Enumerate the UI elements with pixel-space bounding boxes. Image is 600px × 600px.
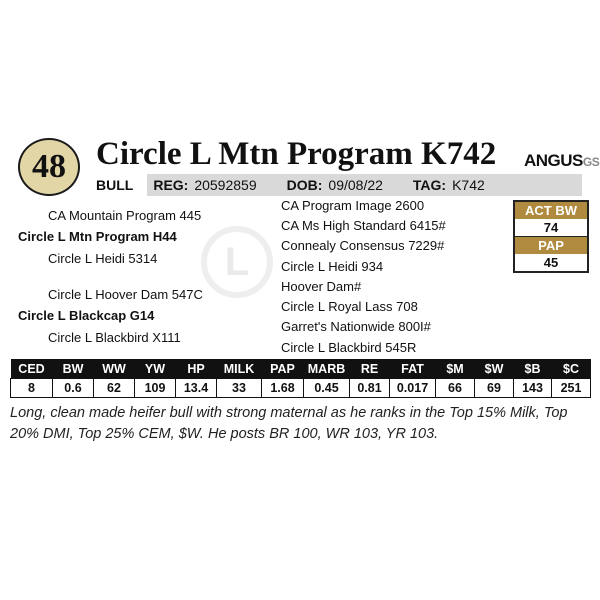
pedigree-sire: Circle L Mtn Program H44 [18, 229, 177, 244]
watermark-logo [201, 226, 273, 298]
epd-header: $M [436, 359, 475, 379]
epd-value: 0.6 [53, 379, 94, 398]
epd-header: WW [94, 359, 135, 379]
epd-value: 62 [94, 379, 135, 398]
pedigree-sire-sire: CA Mountain Program 445 [48, 208, 202, 223]
pedigree-dam: Circle L Blackcap G14 [18, 308, 155, 323]
sex: BULL [96, 177, 134, 193]
epd-value: 66 [436, 379, 475, 398]
epd-header: PAP [262, 359, 304, 379]
epd-header: $B [514, 359, 552, 379]
epd-header: $W [475, 359, 514, 379]
description: Long, clean made heifer bull with strong maternal as he ranks in the Top 15% Milk, Top 20% DMI, Top 25% CEM, $W. He posts BR 100, WR 103, YR 103. [10, 405, 568, 442]
angus-gs-logo [524, 151, 599, 171]
epd-value: 0.017 [390, 379, 436, 398]
epd-header: MILK [217, 359, 262, 379]
reg-value: 20592859 [194, 177, 257, 193]
epd-value: 251 [552, 379, 591, 398]
logo-suffix: GS [582, 155, 600, 169]
pap-value: 45 [543, 255, 559, 270]
dob-value: 09/08/22 [328, 177, 383, 193]
epd-header: FAT [390, 359, 436, 379]
epd-value: 13.4 [176, 379, 217, 398]
epd-header: $C [552, 359, 591, 379]
pedigree-right-7: Garret's Nationwide 800I# [281, 319, 431, 334]
pedigree-sire-dam: Circle L Heidi 5314 [48, 251, 158, 266]
epd-header: RE [350, 359, 390, 379]
pedigree-right-2: CA Ms High Standard 6415# [281, 218, 446, 233]
pedigree-right-5: Hoover Dam# [281, 279, 362, 294]
epd-value: 143 [514, 379, 552, 398]
epd-value: 8 [11, 379, 53, 398]
pedigree-dam-sire: Circle L Hoover Dam 547C [48, 287, 203, 302]
pedigree-right-8: Circle L Blackbird 545R [281, 340, 417, 355]
pedigree-right-3: Connealy Consensus 7229# [281, 238, 445, 253]
tag-label: TAG: [412, 177, 447, 193]
logo-main: ANGUS [524, 151, 583, 170]
epd-header: HP [176, 359, 217, 379]
epd-value: 33 [217, 379, 262, 398]
epd-value: 0.45 [304, 379, 350, 398]
epd-value-row [11, 379, 591, 398]
epd-header: BW [53, 359, 94, 379]
pedigree-right-1: CA Program Image 2600 [281, 198, 425, 213]
epd-header: YW [135, 359, 176, 379]
epd-table [10, 359, 591, 398]
lot-number-badge [18, 138, 80, 196]
pedigree-dam-dam: Circle L Blackbird X111 [48, 330, 181, 345]
lot-number: 48 [32, 148, 66, 185]
epd-value: 109 [135, 379, 176, 398]
epd-header: MARB [304, 359, 350, 379]
act-bw-value: 74 [515, 219, 587, 237]
reg-label: REG: [153, 177, 189, 193]
animal-name: Circle L Mtn Program K742 [96, 136, 497, 172]
epd-header-row [11, 359, 591, 379]
dob-label: DOB: [286, 177, 323, 193]
pedigree-right-6: Circle L Royal Lass 708 [281, 299, 418, 314]
tag-value: K742 [452, 177, 485, 193]
birth-weight-pap-box [513, 200, 589, 273]
registration-details [147, 174, 582, 196]
pedigree-right-4: Circle L Heidi 934 [281, 259, 384, 274]
epd-value: 1.68 [262, 379, 304, 398]
act-bw-label: ACT BW [515, 202, 587, 219]
epd-header: CED [11, 359, 53, 379]
epd-value: 69 [475, 379, 514, 398]
registration-bar [88, 174, 582, 196]
watermark-letter: L [224, 239, 250, 284]
epd-value: 0.81 [350, 379, 390, 398]
pap-label: PAP [515, 237, 587, 254]
